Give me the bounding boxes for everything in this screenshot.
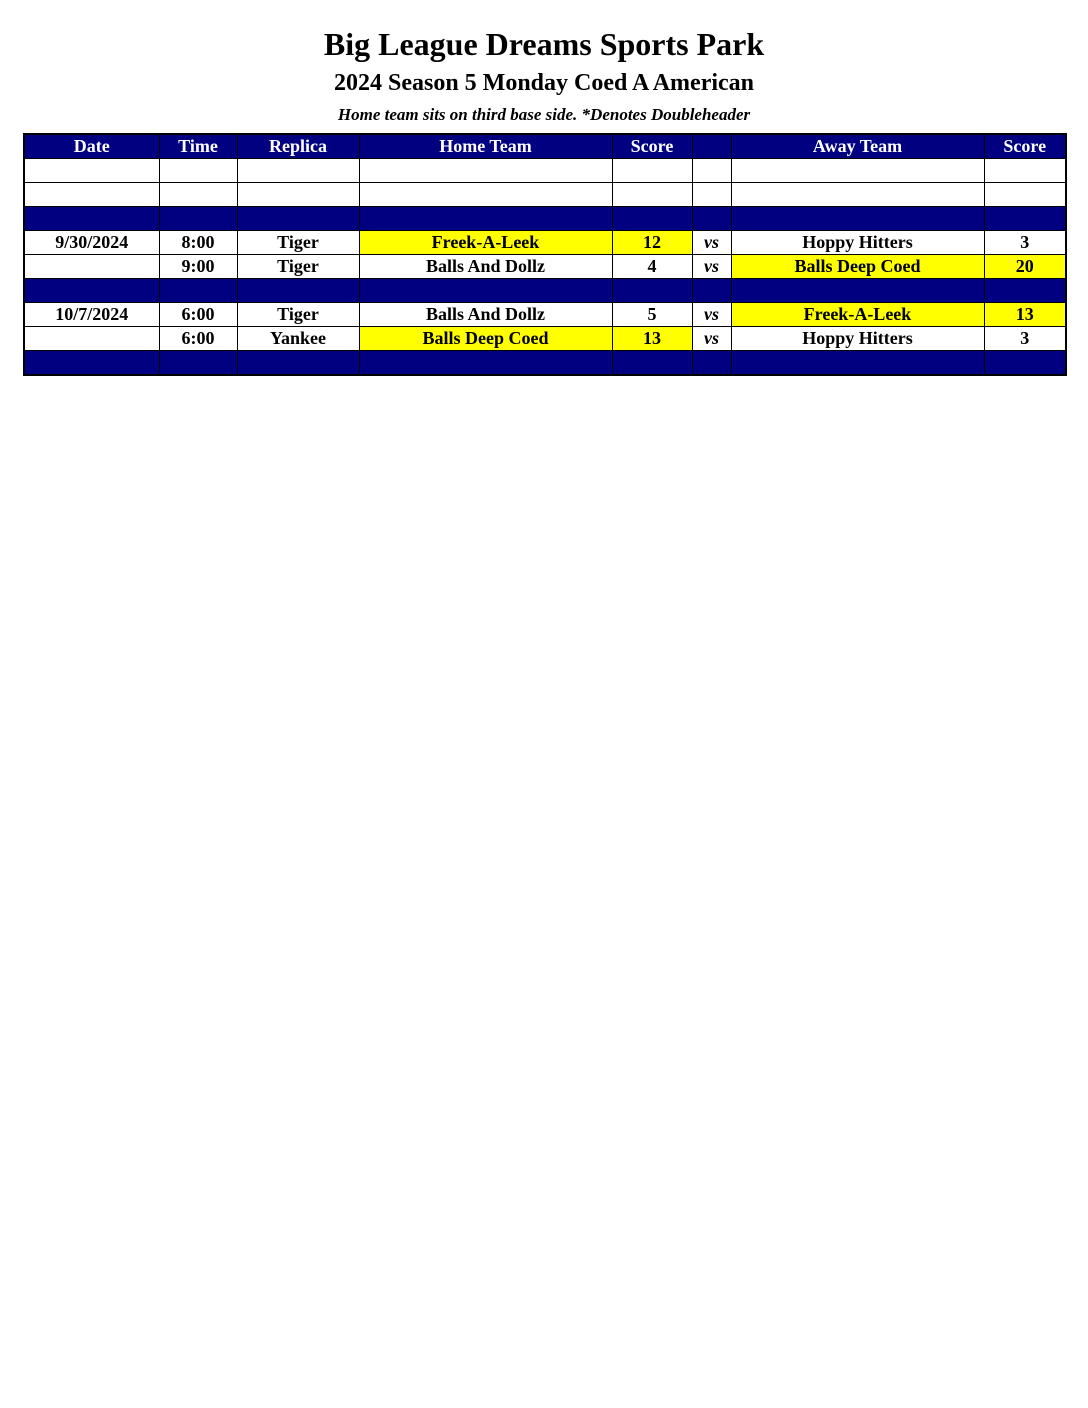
separator-cell (692, 351, 731, 376)
empty-cell (24, 183, 159, 207)
separator-cell (731, 279, 984, 303)
col-header-replica: Replica (237, 134, 359, 159)
empty-cell (159, 183, 237, 207)
game-row (24, 327, 1066, 351)
col-header-home-score: Score (612, 134, 692, 159)
schedule-note: Home team sits on third base side. *Denotes Doubleheader (337, 105, 751, 124)
separator-cell (692, 207, 731, 231)
separator-cell (984, 207, 1066, 231)
empty-cell (692, 159, 731, 183)
game-date: 10/7/2024 (24, 303, 159, 327)
empty-cell (731, 183, 984, 207)
empty-cell (984, 183, 1066, 207)
away-team: Freek-A-Leek (731, 303, 984, 327)
game-replica: Tiger (237, 231, 359, 255)
home-score: 4 (612, 255, 692, 279)
home-team: Freek-A-Leek (359, 231, 612, 255)
col-header-date: Date (24, 134, 159, 159)
separator-cell (359, 279, 612, 303)
page-subtitle: 2024 Season 5 Monday Coed A American (333, 70, 755, 96)
home-score: 12 (612, 231, 692, 255)
game-row (24, 231, 1066, 255)
col-header-away-score: Score (984, 134, 1066, 159)
separator-cell (24, 207, 159, 231)
col-header-home-team: Home Team (359, 134, 612, 159)
separator-cell (237, 207, 359, 231)
home-team: Balls Deep Coed (359, 327, 612, 351)
separator-cell (24, 351, 159, 376)
separator-cell (359, 351, 612, 376)
empty-cell (237, 183, 359, 207)
separator-cell (237, 351, 359, 376)
away-team: Hoppy Hitters (731, 327, 984, 351)
game-replica: Yankee (237, 327, 359, 351)
separator-cell (612, 279, 692, 303)
separator-cell (731, 207, 984, 231)
separator-cell (984, 279, 1066, 303)
empty-cell (359, 159, 612, 183)
empty-cell (984, 159, 1066, 183)
away-score: 13 (984, 303, 1066, 327)
vs-label: vs (692, 303, 731, 327)
separator-cell (159, 351, 237, 376)
separator-cell (159, 207, 237, 231)
separator-cell (731, 351, 984, 376)
separator-cell (359, 207, 612, 231)
empty-cell (359, 183, 612, 207)
game-time: 9:00 (159, 255, 237, 279)
game-replica: Tiger (237, 303, 359, 327)
empty-cell (237, 159, 359, 183)
away-team: Balls Deep Coed (731, 255, 984, 279)
col-header-away-team: Away Team (731, 134, 984, 159)
separator-row (24, 207, 1066, 231)
game-time: 8:00 (159, 231, 237, 255)
col-header-time: Time (159, 134, 237, 159)
separator-cell (237, 279, 359, 303)
separator-row (24, 351, 1066, 376)
game-replica: Tiger (237, 255, 359, 279)
separator-cell (984, 351, 1066, 376)
game-row (24, 255, 1066, 279)
away-score: 20 (984, 255, 1066, 279)
empty-row (24, 159, 1066, 183)
empty-cell (612, 183, 692, 207)
empty-cell (24, 159, 159, 183)
empty-cell (692, 183, 731, 207)
empty-cell (159, 159, 237, 183)
away-score: 3 (984, 231, 1066, 255)
separator-cell (692, 279, 731, 303)
separator-row (24, 279, 1066, 303)
empty-row (24, 183, 1066, 207)
game-time: 6:00 (159, 303, 237, 327)
away-team: Hoppy Hitters (731, 231, 984, 255)
game-time: 6:00 (159, 327, 237, 351)
home-team: Balls And Dollz (359, 255, 612, 279)
home-score: 5 (612, 303, 692, 327)
vs-label: vs (692, 231, 731, 255)
game-date (24, 255, 159, 279)
separator-cell (159, 279, 237, 303)
away-score: 3 (984, 327, 1066, 351)
vs-label: vs (692, 327, 731, 351)
col-header-vs (692, 134, 731, 159)
vs-label: vs (692, 255, 731, 279)
game-date: 9/30/2024 (24, 231, 159, 255)
separator-cell (612, 351, 692, 376)
home-team: Balls And Dollz (359, 303, 612, 327)
separator-cell (612, 207, 692, 231)
empty-cell (612, 159, 692, 183)
page-title: Big League Dreams Sports Park (323, 26, 765, 62)
separator-cell (24, 279, 159, 303)
header-row (24, 134, 1066, 159)
game-row (24, 303, 1066, 327)
game-date (24, 327, 159, 351)
schedule-table (23, 133, 1067, 376)
empty-cell (731, 159, 984, 183)
home-score: 13 (612, 327, 692, 351)
